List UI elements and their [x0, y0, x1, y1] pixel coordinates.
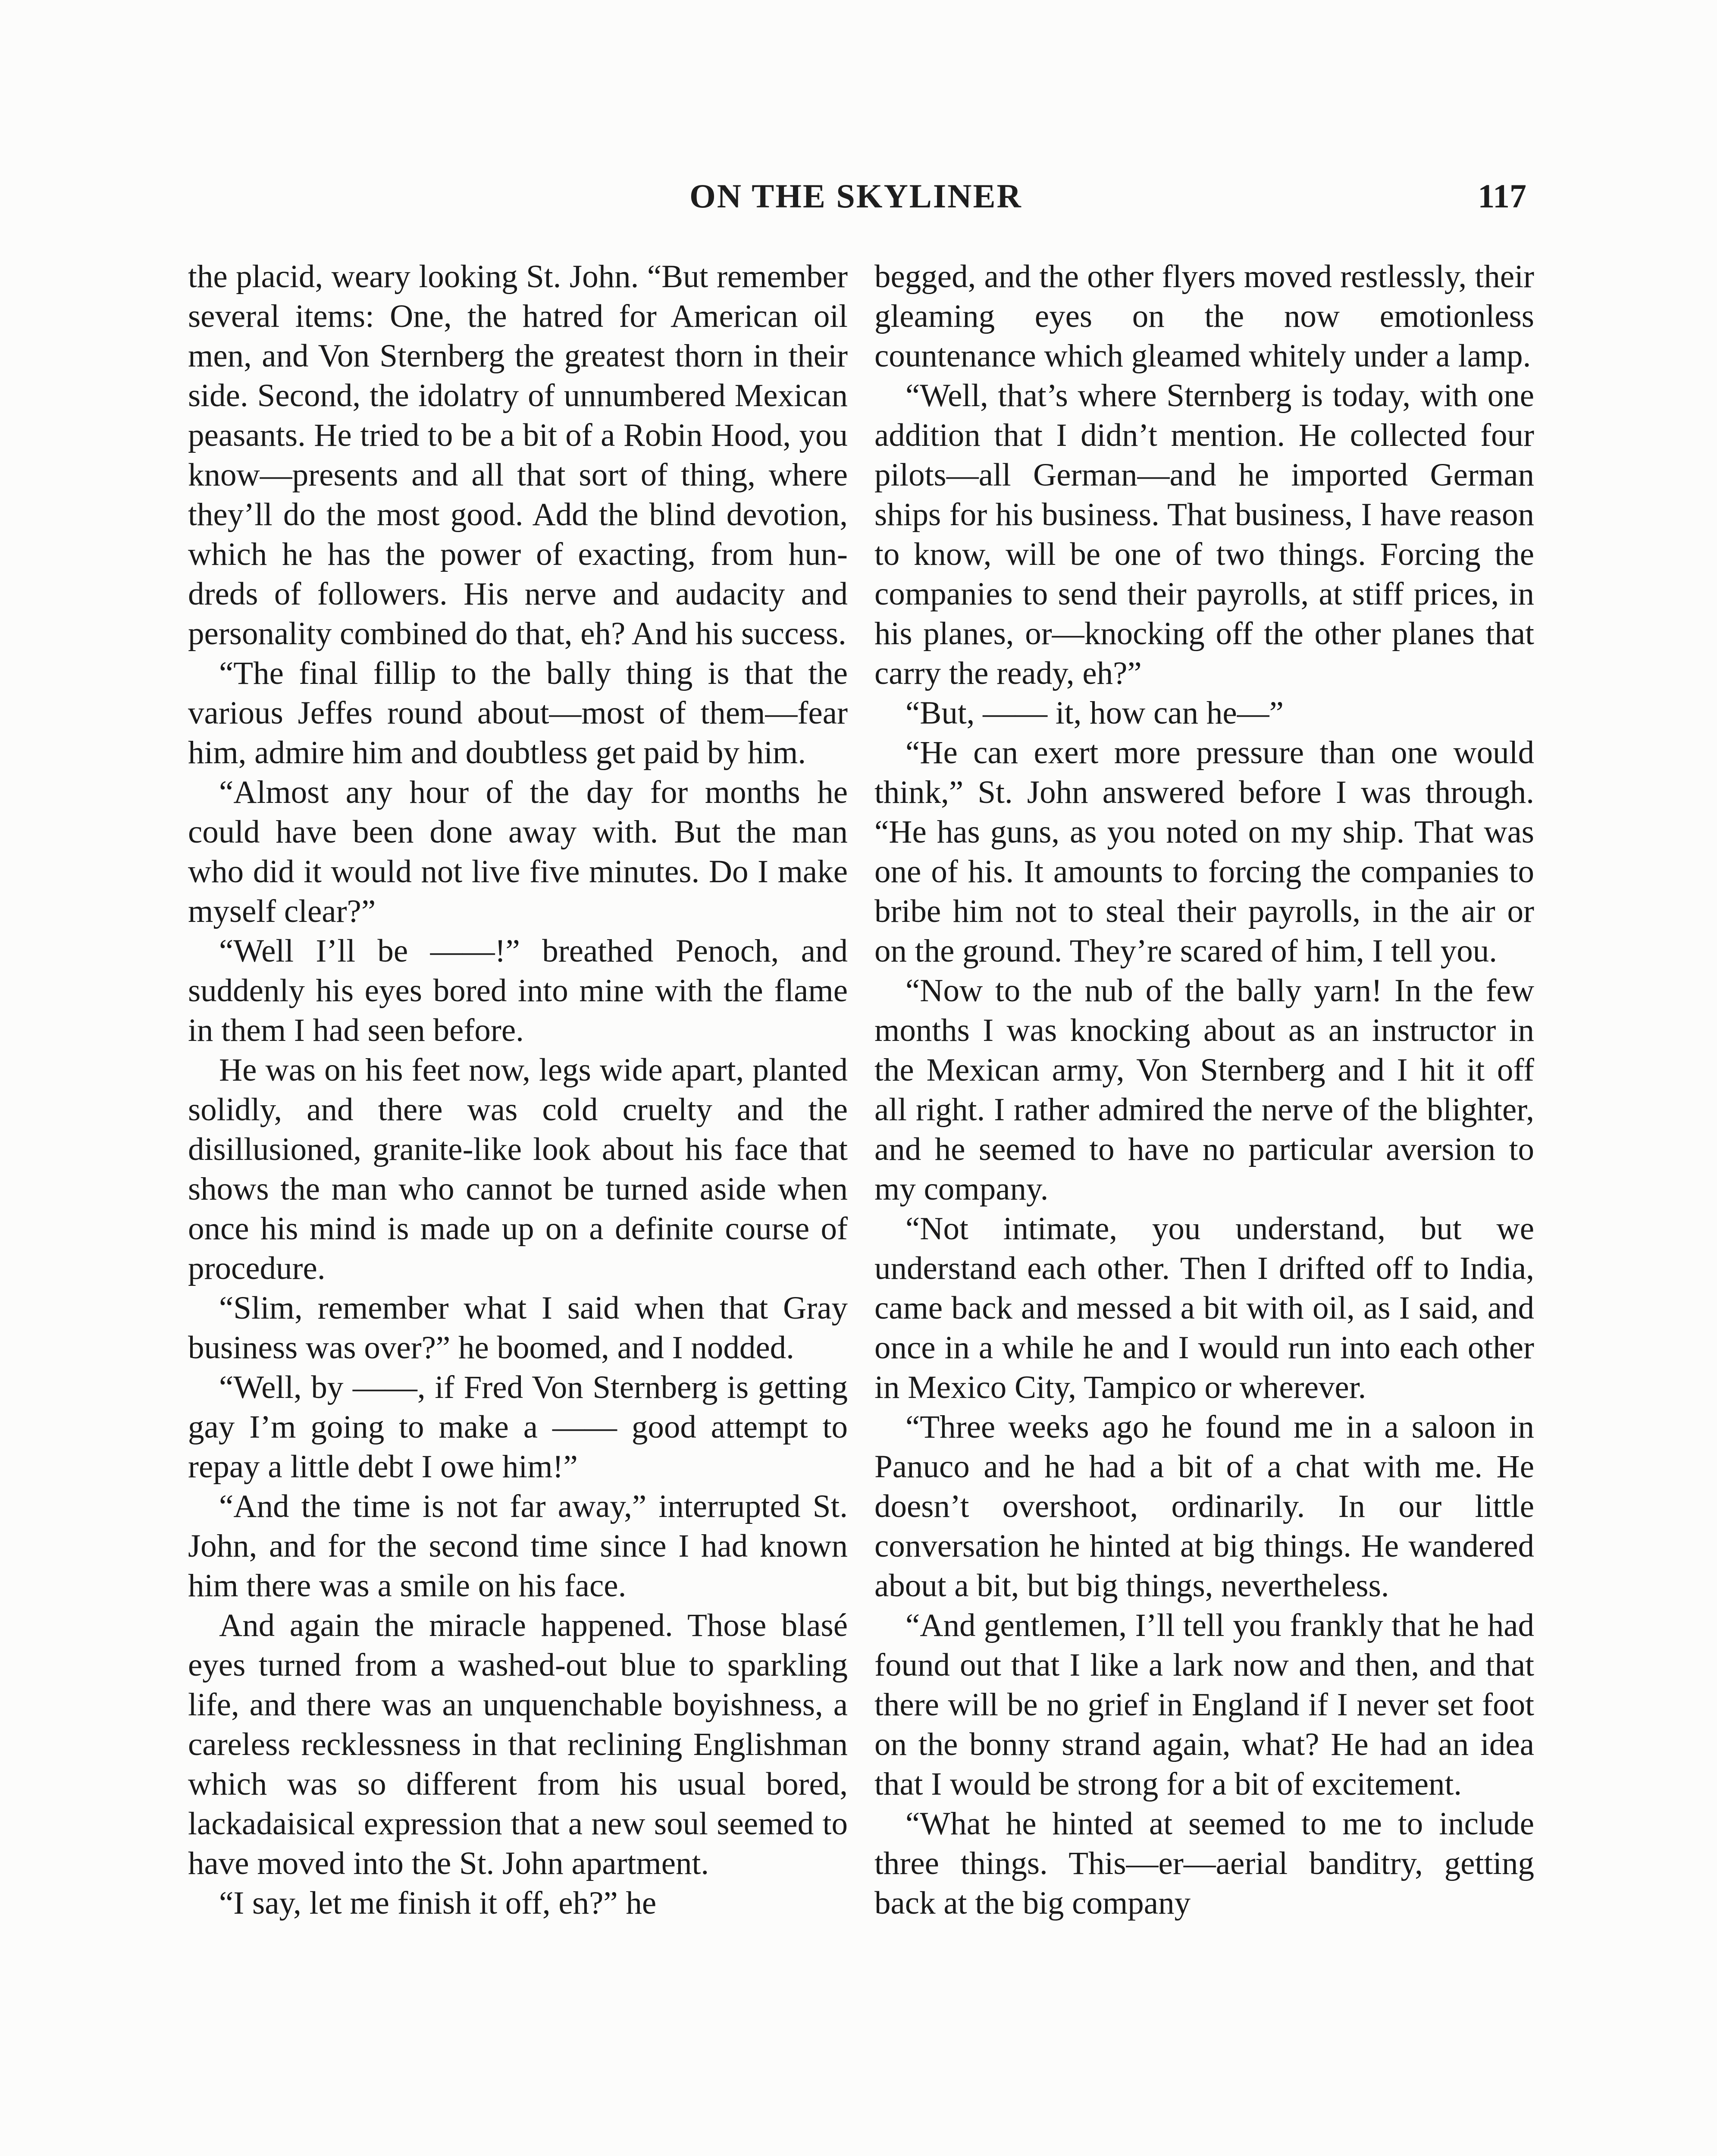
running-title: ON THE SKYLINER: [689, 177, 1022, 215]
paragraph: “Now to the nub of the bally yarn! In the few months I was knocking about as an instructor in the Mexican army, Von Sternberg and I hit it off all right. I rather admired the nerve of the blighter, and he seemed to have no particular aversion to my company.: [874, 973, 1534, 1207]
paragraph: “Well, by ——, if Fred Von Sternberg is getting gay I’m going to make a —— good attempt to repay a little debt I owe him!”: [188, 1369, 848, 1485]
running-head: [185, 177, 1526, 224]
paragraph: “But, —— it, how can he—”: [905, 695, 1284, 731]
paragraph: “Slim, remember what I said when that Gray business was over?” he boomed, and I nodded.: [188, 1290, 848, 1366]
paragraph: “And gentlemen, I’ll tell you frankly that he had found out that I like a lark now and then, and that there will be no grief in England if I never set foot on the bonny strand again, what? He had an idea that I would be strong for a bit of excitement.: [874, 1608, 1534, 1802]
paragraph: He was on his feet now, legs wide apart, planted solidly, and there was cold cruelty and the disillusioned, granite-like look about his face that shows the man who cannot be turned aside when once his mind is made up on a definite course of procedure.: [188, 1052, 848, 1286]
paragraph: the placid, weary looking St. John. “But remember several items: One, the hatred for American oil men, and Von Sternberg the greatest thorn in their side. Second, the idolatry of unnumbered Mexican peasants. He tried to be a bit of a Robin Hood, you know—presents and all that sort of thing, where they’ll do the most good. Add the blind devotion, which he has the power of exacting, from hundreds of followers. His nerve and audacity and personality combined do that, eh? And his success.: [188, 259, 848, 652]
page-number: 117: [1478, 177, 1526, 215]
left-text-column: [188, 257, 848, 2156]
paragraph: “Well I’ll be ——!” breathed Penoch, and suddenly his eyes bored into mine with the flame in them I had seen before.: [188, 933, 848, 1048]
paragraph: “And the time is not far away,” interrupted St. John, and for the second time since I had known him there was a smile on his face.: [188, 1489, 848, 1604]
paragraph: And again the miracle happened. Those blasé eyes turned from a washed-out blue to sparkling life, and there was an unquenchable boyishness, a careless recklessness in that reclining Englishman which was so different from his usual bored, lackadaisical expression that a new soul seemed to have moved into the St. John apartment.: [188, 1608, 848, 1881]
paragraph: “I say, let me finish it off, eh?” he: [219, 1885, 657, 1921]
paragraph: “He can exert more pressure than one would think,” St. John answered before I was through. “He has guns, as you noted on my ship. That was one of his. It amounts to forcing the companies to bribe him not to steal their payrolls, in the air or on the ground. They’re scared of him, I tell you.: [874, 735, 1534, 969]
paragraph: “Well, that’s where Sternberg is today, with one addition that I didn’t mention. He collected four pilots—all German—and he imported German ships for his business. That business, I have reason to know, will be one of two things. Forcing the companies to send their payrolls, at stiff prices, in his planes, or—knocking off the other planes that carry the ready, eh?”: [874, 378, 1534, 691]
paragraph: “Three weeks ago he found me in a saloon in Panuco and he had a bit of a chat with me. He doesn’t overshoot, ordinarily. In our little conversation he hinted at big things. He wandered about a bit, but big things, nevertheless.: [874, 1409, 1534, 1604]
paragraph: “What he hinted at seemed to me to include three things. This—er—aerial banditry, getting back at the big company: [874, 1806, 1534, 1921]
paragraph: “Not intimate, you understand, but we understand each other. Then I drifted off to India, came back and messed a bit with oil, as I said, and once in a while he and I would run into each other in Mexico City, Tampico or wherever.: [874, 1211, 1534, 1405]
paragraph: “The final fillip to the bally thing is that the various Jeffes round about—most of them—fear him, admire him and doubtless get paid by him.: [188, 655, 848, 771]
right-text-column: [874, 257, 1534, 2156]
paragraph: “Almost any hour of the day for months he could have been done away with. But the man who did it would not live five minutes. Do I make myself clear?”: [188, 774, 848, 929]
paragraph: begged, and the other flyers moved restlessly, their gleaming eyes on the now emotionless countenance which gleamed whitely under a lamp.: [874, 259, 1534, 374]
